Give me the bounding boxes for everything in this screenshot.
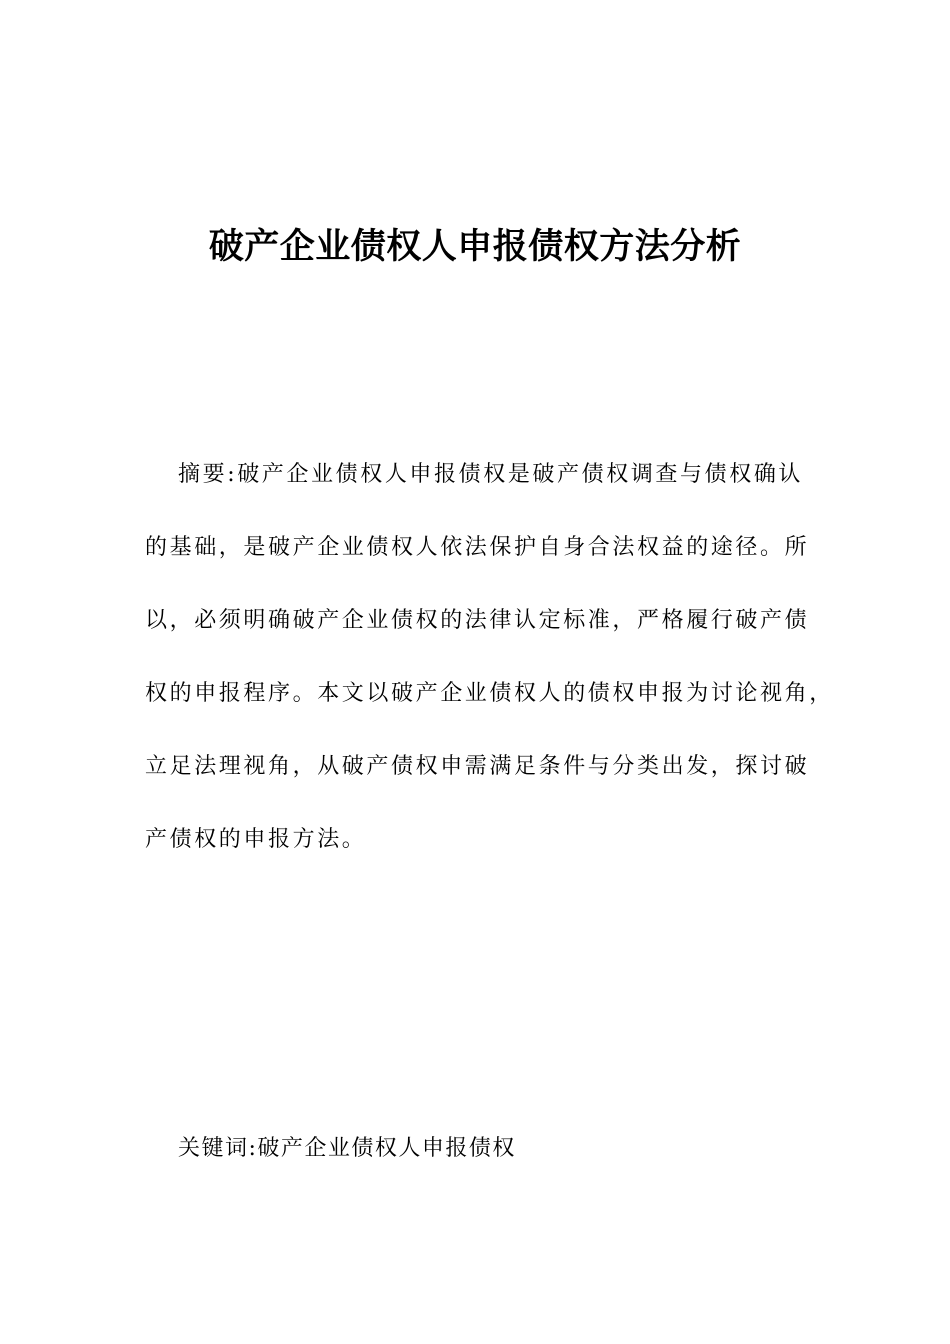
abstract-paragraph bbox=[145, 455, 834, 893]
abstract-line: 产债权的申报方法。 bbox=[145, 827, 367, 852]
document-title: 破产企业债权人申报债权方法分析 bbox=[208, 227, 742, 267]
keywords-line: 关键词:破产企业债权人申报债权 bbox=[178, 1136, 516, 1161]
abstract-line: 权的申报程序。本文以破产企业债权人的债权申报为讨论视角， bbox=[145, 681, 834, 706]
abstract-line: 的基础，是破产企业债权人依法保护自身合法权益的途径。所 bbox=[145, 535, 810, 560]
abstract-line: 以，必须明确破产企业债权的法律认定标准，严格履行破产债 bbox=[145, 608, 810, 633]
abstract-line: 摘要:破产企业债权人申报债权是破产债权调查与债权确认 bbox=[178, 462, 804, 487]
abstract-line: 立足法理视角，从破产债权申需满足条件与分类出发，探讨破 bbox=[145, 754, 810, 779]
